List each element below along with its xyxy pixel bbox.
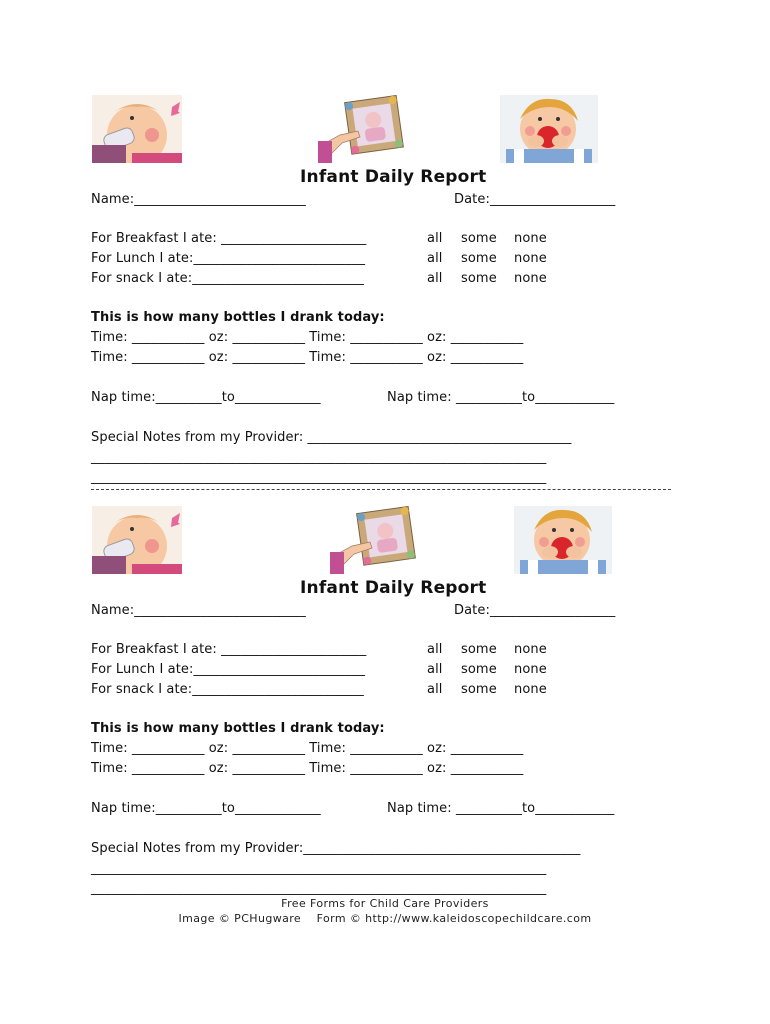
report-title: Infant Daily Report xyxy=(300,578,487,598)
lunch-field[interactable]: For Lunch I ate:__________________________ xyxy=(91,251,366,266)
snack-field[interactable]: For snack I ate:__________________________ xyxy=(91,271,364,286)
report-title: Infant Daily Report xyxy=(300,167,487,187)
bottle-row[interactable]: Time: ___________ oz: ___________ Time: ___________ oz: ___________ xyxy=(91,741,524,756)
lunch-some-option[interactable]: some xyxy=(461,662,497,677)
breakfast-all-option[interactable]: all xyxy=(427,231,443,246)
lunch-some-option[interactable]: some xyxy=(461,251,497,266)
bottles-heading: This is how many bottles I drank today: xyxy=(91,721,385,736)
lunch-all-option[interactable]: all xyxy=(427,662,443,677)
notes-blank-line[interactable]: _____________________________________________________________________ xyxy=(91,881,547,896)
snack-all-option[interactable]: all xyxy=(427,271,443,286)
notes-blank-line[interactable]: _____________________________________________________________________ xyxy=(91,470,547,485)
lunch-none-option[interactable]: none xyxy=(514,662,547,677)
lunch-all-option[interactable]: all xyxy=(427,251,443,266)
cut-line-divider xyxy=(91,489,671,490)
nap-time-field[interactable]: Nap time: __________to____________ xyxy=(387,801,615,816)
snack-field[interactable]: For snack I ate:__________________________ xyxy=(91,682,364,697)
breakfast-none-option[interactable]: none xyxy=(514,231,547,246)
snack-none-option[interactable]: none xyxy=(514,271,547,286)
special-notes-field[interactable]: Special Notes from my Provider: ________________________________________ xyxy=(91,430,572,445)
notes-blank-line[interactable]: _____________________________________________________________________ xyxy=(91,450,547,465)
date-field[interactable]: Date:___________________ xyxy=(454,603,616,618)
bottle-row[interactable]: Time: ___________ oz: ___________ Time: ___________ oz: ___________ xyxy=(91,350,524,365)
breakfast-none-option[interactable]: none xyxy=(514,642,547,657)
bottle-row[interactable]: Time: ___________ oz: ___________ Time: ___________ oz: ___________ xyxy=(91,761,524,776)
breakfast-some-option[interactable]: some xyxy=(461,231,497,246)
breakfast-some-option[interactable]: some xyxy=(461,642,497,657)
lunch-field[interactable]: For Lunch I ate:__________________________ xyxy=(91,662,366,677)
footer-title: Free Forms for Child Care Providers xyxy=(281,897,489,910)
baby-with-bottle-illustration xyxy=(92,95,182,163)
lunch-none-option[interactable]: none xyxy=(514,251,547,266)
snack-some-option[interactable]: some xyxy=(461,682,497,697)
snack-all-option[interactable]: all xyxy=(427,682,443,697)
nap-time-field[interactable]: Nap time: __________to____________ xyxy=(387,390,615,405)
notes-blank-line[interactable]: _____________________________________________________________________ xyxy=(91,861,547,876)
snack-some-option[interactable]: some xyxy=(461,271,497,286)
framed-photo-illustration xyxy=(318,95,408,163)
name-field[interactable]: Name:__________________________ xyxy=(91,192,306,207)
baby-with-bottle-illustration xyxy=(92,506,182,574)
name-field[interactable]: Name:__________________________ xyxy=(91,603,306,618)
date-field[interactable]: Date:___________________ xyxy=(454,192,616,207)
special-notes-field[interactable]: Special Notes from my Provider:__________________________________________ xyxy=(91,841,581,856)
boy-with-apple-illustration xyxy=(500,95,598,163)
bottles-heading: This is how many bottles I drank today: xyxy=(91,310,385,325)
bottle-row[interactable]: Time: ___________ oz: ___________ Time: ___________ oz: ___________ xyxy=(91,330,524,345)
nap-time-field[interactable]: Nap time:__________to_____________ xyxy=(91,390,321,405)
breakfast-field[interactable]: For Breakfast I ate: ______________________ xyxy=(91,231,367,246)
footer-credits: Image © PCHugware Form © http://www.kaleidoscopechildcare.com xyxy=(178,912,592,925)
framed-photo-illustration xyxy=(330,506,420,574)
nap-time-field[interactable]: Nap time:__________to_____________ xyxy=(91,801,321,816)
breakfast-field[interactable]: For Breakfast I ate: ______________________ xyxy=(91,642,367,657)
breakfast-all-option[interactable]: all xyxy=(427,642,443,657)
snack-none-option[interactable]: none xyxy=(514,682,547,697)
boy-with-apple-illustration xyxy=(514,506,612,574)
